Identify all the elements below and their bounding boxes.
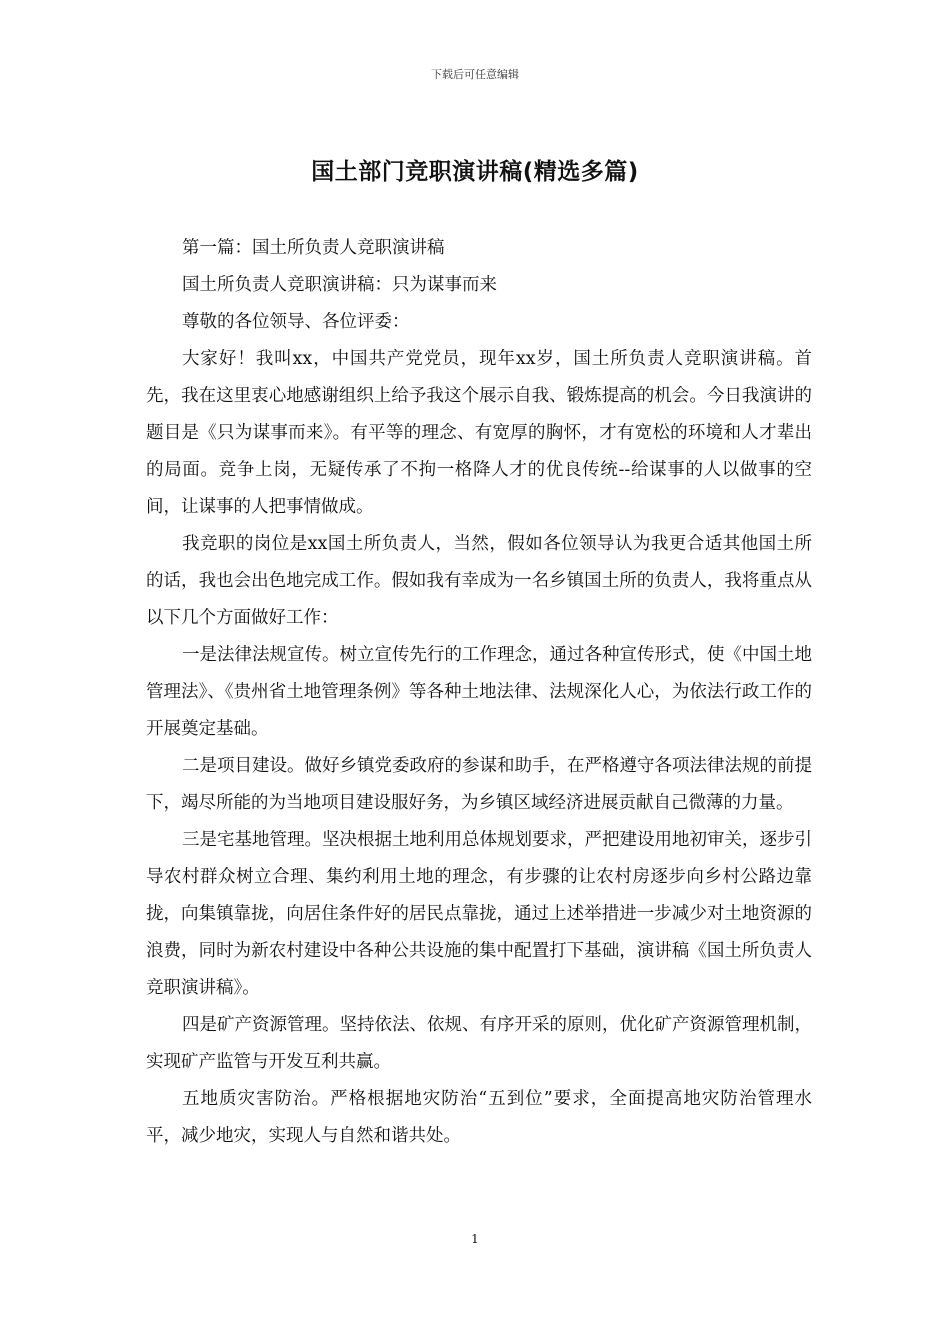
paragraph-subtitle: 国土所负责人竞职演讲稿：只为谋事而来 [182,275,497,295]
paragraph-point-5: 五地质灾害防治。严格根据地灾防治“五到位”要求，全面提高地灾防治管理水平，减少地灾，实现人与自然和谐共处。 [146,1089,812,1146]
paragraph-section-heading: 第一篇：国土所负责人竞职演讲稿 [182,238,445,258]
document-body [146,230,812,1155]
paragraph-salutation: 尊敬的各位领导、各位评委： [182,312,410,332]
page-number: 1 [471,1232,479,1246]
paragraph-point-4: 四是矿产资源管理。坚持依法、依规、有序开采的原则，优化矿产资源管理机制，实现矿产监管与开发互利共赢。 [146,1015,812,1072]
paragraph-position: 我竞职的岗位是xx国土所负责人，当然，假如各位领导认为我更合适其他国土所的话，我也会出色地完成工作。假如我有幸成为一名乡镇国土所的负责人，我将重点从以下几个方面做好工作： [146,534,812,628]
paragraph-point-3: 三是宅基地管理。坚决根据土地利用总体规划要求，严把建设用地初审关，逐步引导农村群众树立合理、集约利用土地的理念，有步骤的让农村房逐步向乡村公路边靠拢，向集镇靠拢，向居住条件好的居民点靠拢，通过上述举措进一步减少对土地资源的浪费，同时为新农村建设中各种公共设施的集中配置打下基础，演讲稿《国土所负责人竞职演讲稿》。 [146,830,812,998]
header-note: 下载后可任意编辑 [431,68,519,81]
document-title: 国土部门竞职演讲稿(精选多篇) [311,159,639,185]
paragraph-point-1: 一是法律法规宣传。树立宣传先行的工作理念，通过各种宣传形式，使《中国土地管理法》、《贵州省土地管理条例》等各种土地法律、法规深化人心，为依法行政工作的开展奠定基础。 [146,645,812,739]
paragraph-point-2: 二是项目建设。做好乡镇党委政府的参谋和助手，在严格遵守各项法律法规的前提下，竭尽所能的为当地项目建设服好务，为乡镇区域经济进展贡献自己微薄的力量。 [146,756,812,813]
paragraph-introduction: 大家好！我叫xx，中国共产党党员，现年xx岁，国土所负责人竞职演讲稿。首先，我在这里衷心地感谢组织上给予我这个展示自我、锻炼提高的机会。今日我演讲的题目是《只为谋事而来》。有平等的理念、有宽厚的胸怀，才有宽松的环境和人才辈出的局面。竞争上岗，无疑传承了不拘一格降人才的优良传统--给谋事的人以做事的空间，让谋事的人把事情做成。 [146,349,812,517]
